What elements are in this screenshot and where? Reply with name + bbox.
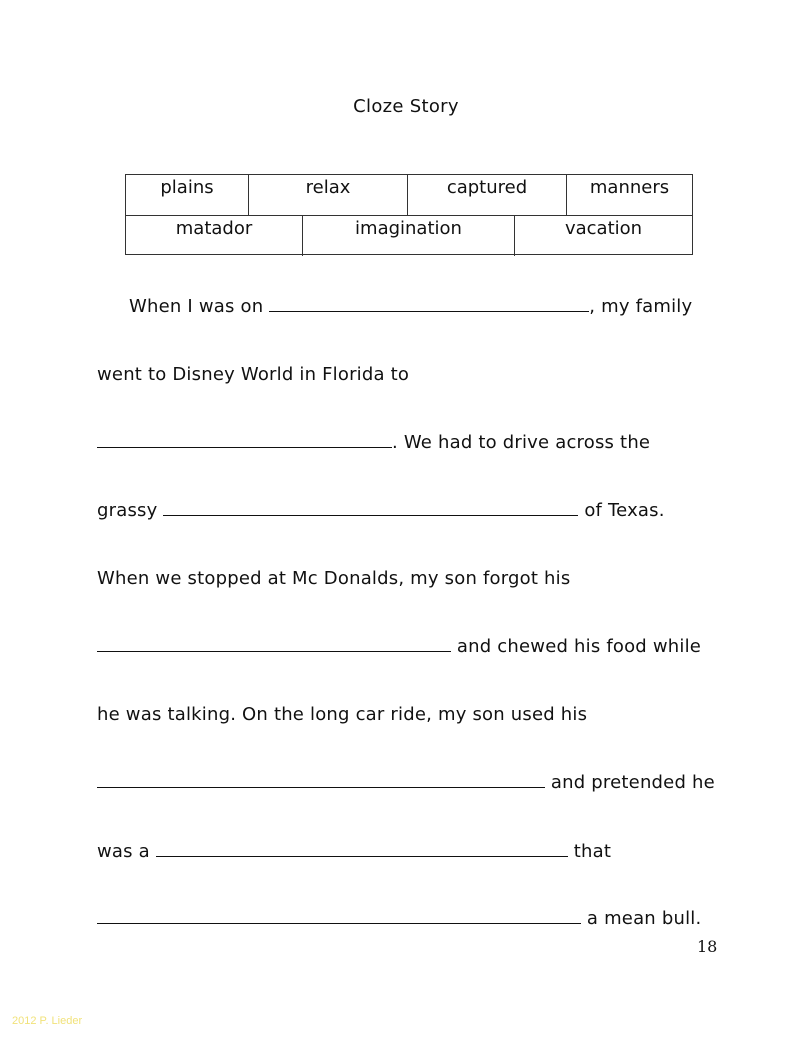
story-line-6 — [97, 635, 701, 659]
word-bank-cell: relax — [248, 175, 407, 215]
page-number: 18 — [697, 937, 718, 956]
story-line-9 — [97, 840, 611, 864]
story-text: went to Disney World in Florida to — [97, 364, 410, 385]
word-bank-cell: vacation — [514, 216, 692, 256]
story-line-10 — [97, 907, 701, 931]
story-text: and pretended he — [550, 772, 715, 793]
word-bank-cell: imagination — [302, 216, 514, 256]
story-text: When I was on — [129, 296, 264, 317]
word-bank-cell: matador — [175, 218, 253, 239]
story-text: was a — [97, 841, 150, 862]
answer-blank-3[interactable] — [163, 499, 578, 516]
story-line-8 — [97, 771, 715, 795]
story-line-7 — [97, 703, 587, 727]
word-bank-row-1 — [126, 175, 692, 215]
story-text: that — [573, 841, 612, 862]
word-bank-cell: plains — [160, 177, 214, 198]
answer-blank-5[interactable] — [97, 771, 545, 788]
answer-blank-7[interactable] — [97, 907, 581, 924]
copyright-watermark: 2012 P. Lieder — [12, 1015, 83, 1027]
answer-blank-6[interactable] — [156, 840, 568, 857]
story-line-1 — [129, 295, 692, 319]
word-bank — [125, 174, 693, 255]
word-bank-cell: captured — [407, 175, 566, 215]
story-line-4 — [97, 499, 665, 523]
story-text: . We had to drive across the — [392, 432, 651, 453]
answer-blank-2[interactable] — [97, 431, 392, 448]
story-text: and chewed his food while — [456, 636, 702, 657]
story-line-5 — [97, 567, 570, 591]
story-line-3 — [97, 431, 650, 455]
story-text: a mean bull. — [586, 908, 702, 929]
story-line-2 — [97, 363, 409, 387]
story-text: When we stopped at Mc Donalds, my son forgot his — [97, 568, 571, 589]
story-text: he was talking. On the long car ride, my son used his — [97, 704, 588, 725]
story-text: grassy — [97, 500, 158, 521]
page-title: Cloze Story — [353, 96, 459, 117]
word-bank-row-2 — [126, 215, 692, 256]
story-text: , my family — [589, 296, 693, 317]
word-bank-cell: manners — [566, 175, 692, 215]
answer-blank-1[interactable] — [269, 295, 589, 312]
story-text: of Texas. — [584, 500, 665, 521]
answer-blank-4[interactable] — [97, 635, 451, 652]
